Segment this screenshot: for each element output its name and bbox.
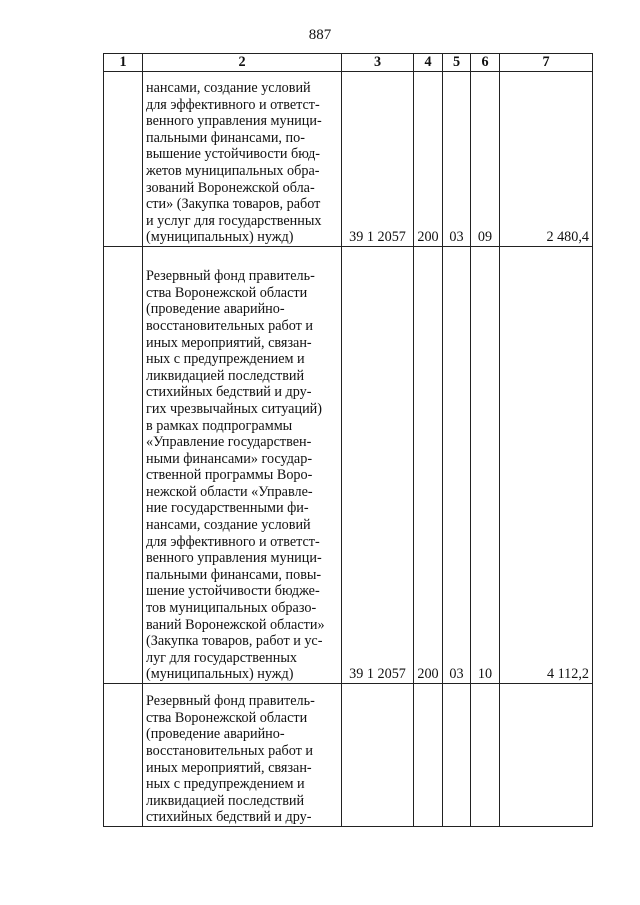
cell-target-code bbox=[342, 684, 414, 827]
header-col-2: 2 bbox=[143, 54, 342, 72]
cell-subsection: 09 bbox=[471, 72, 500, 247]
cell-section: 03 bbox=[443, 247, 471, 684]
page-number: 887 bbox=[308, 27, 332, 43]
cell-expense-type bbox=[414, 684, 443, 827]
cell-amount: 2 480,4 bbox=[500, 72, 593, 247]
cell-section: 03 bbox=[443, 72, 471, 247]
cell-expense-type: 200 bbox=[414, 72, 443, 247]
cell-number bbox=[104, 684, 143, 827]
cell-description: Резервный фонд правитель- ства Воронежской области (проведение аварийно- восстановительных работ и иных мероприятий, связан- ных с предупреждением и ликвидацией последствий стихийных бедствий и дру- bbox=[143, 684, 342, 827]
cell-description: нансами, создание условий для эффективного и ответст- венного управления муници- пальными финансами, по- вышение устойчивости бюд- жетов муниципальных обра- зований Воронежской обла- сти» (Закупка товаров, работ и услуг для государственных (муниципальных) нужд) bbox=[143, 72, 342, 247]
header-col-3: 3 bbox=[342, 54, 414, 72]
cell-subsection: 10 bbox=[471, 247, 500, 684]
cell-expense-type: 200 bbox=[414, 247, 443, 684]
cell-target-code: 39 1 2057 bbox=[342, 247, 414, 684]
cell-number bbox=[104, 247, 143, 684]
header-col-7: 7 bbox=[500, 54, 593, 72]
cell-subsection bbox=[471, 684, 500, 827]
cell-amount bbox=[500, 684, 593, 827]
header-row bbox=[104, 54, 593, 72]
table-row bbox=[104, 684, 593, 827]
header-col-1: 1 bbox=[104, 54, 143, 72]
table-row bbox=[104, 247, 593, 684]
cell-amount: 4 112,2 bbox=[500, 247, 593, 684]
cell-target-code: 39 1 2057 bbox=[342, 72, 414, 247]
cell-description: Резервный фонд правитель- ства Воронежской области (проведение аварийно- восстановительных работ и иных мероприятий, связан- ных с предупреждением и ликвидацией последствий стихийных бедствий и дру- гих чрезвычайных ситуаций) в рамках подпрограммы «Управление государствен- ными финансами» государ- ственной программы Воро- нежской области «Управле- ние государственными фи- нансами, создание условий для эффективного и ответст- венного управления муници- пальными финансами, повы- шение устойчивости бюдже- тов муниципальных образо- ваний Воронежской области» (Закупка товаров, работ и ус- луг для государственных (муниципальных) нужд) bbox=[143, 247, 342, 684]
header-col-4: 4 bbox=[414, 54, 443, 72]
cell-section bbox=[443, 684, 471, 827]
header-col-6: 6 bbox=[471, 54, 500, 72]
table-row bbox=[104, 72, 593, 247]
cell-number bbox=[104, 72, 143, 247]
budget-table bbox=[103, 53, 593, 827]
header-col-5: 5 bbox=[443, 54, 471, 72]
